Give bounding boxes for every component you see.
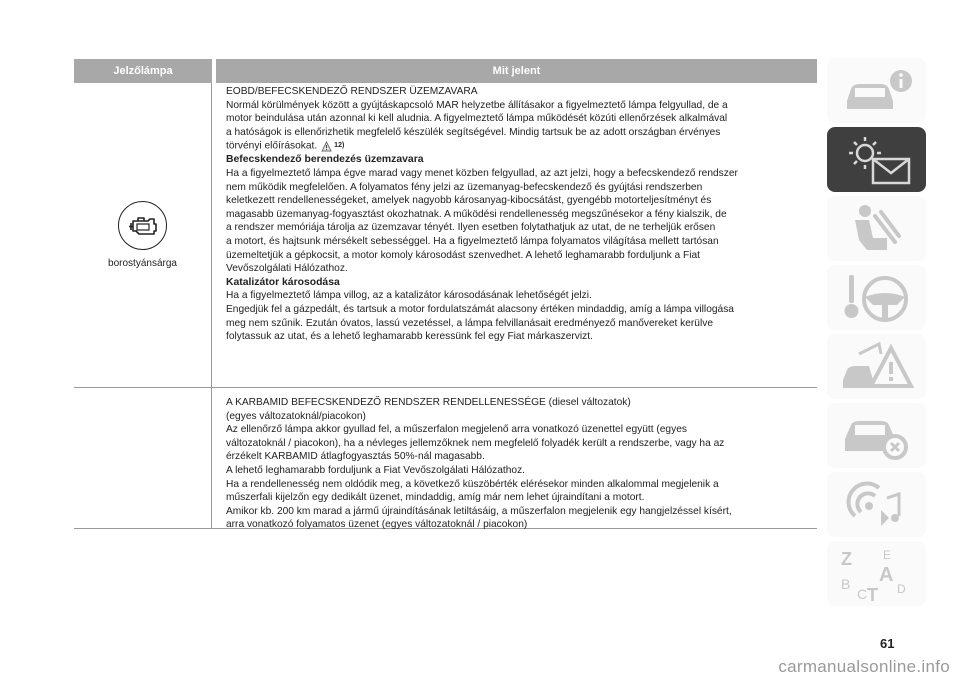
chapter-tabs <box>827 58 926 610</box>
index-letter: D <box>896 581 906 596</box>
catalyst-text: folytassuk az utat, és a lehető leghamarabb keressünk fel egy Fiat márkaszervizt. <box>226 331 593 343</box>
tab-starting-driving[interactable] <box>827 265 926 330</box>
urea-text: Ha a rendellenesség nem oldódik meg, a következő küszöbérték elérésekor minden alkalommal megjelenik a <box>226 478 719 490</box>
urea-text: (egyes változatoknál/piacokon) <box>226 410 366 422</box>
urea-text: Az ellenőrző lámpa akkor gyullad fel, a műszerfalon megjelenő arra vonatkozó üzenettel együtt (egyes <box>226 424 687 436</box>
injection-text: a motort, és hajtsunk mérsékelt sebességgel. Ha a figyelmeztető lámpa folyamatos világítása mellett tartósan <box>226 236 719 248</box>
injection-text: a rendszer memóriája tárolja az üzemzavar tényét. Ilyen esetben folytathatjuk az utat, de ne terheljük erősen <box>226 222 716 234</box>
section1-text: a hatóságok is ellenőrizhetik megfelelő készülék segítségével. Mindig tartsuk be az adott országban érvényes <box>226 126 721 138</box>
index-letter: T <box>866 584 878 603</box>
index-letter: C <box>856 585 867 602</box>
multimedia-icon <box>841 478 913 532</box>
tab-warning-lights[interactable] <box>827 127 926 192</box>
catalyst-text: meg nem szűnik. Ezután óvatos, lassú vezetéssel, a lámpa felvillanásait eredményező manővereket kerülve <box>226 317 713 329</box>
tab-maintenance[interactable] <box>827 403 926 468</box>
section1-title: EOBD/BEFECSKENDEZŐ RENDSZER ÜZEMZAVARA <box>226 86 478 97</box>
urea-title: A KARBAMID BEFECSKENDEZŐ RENDSZER RENDELLENESSÉGE (diesel változatok) <box>226 397 631 408</box>
page-number: 61 <box>880 636 895 651</box>
section1-text: Normál körülmények között a gyújtáskapcsoló MAR helyzetbe állításakor a figyelmeztető lámpa felgyullad, de a <box>226 99 728 111</box>
seat-airbag-icon <box>841 202 913 256</box>
meaning-cell-urea <box>216 388 817 531</box>
tab-multimedia[interactable] <box>827 472 926 537</box>
lamp-cell-continued <box>74 388 212 528</box>
urea-text: Amikor kb. 200 km marad a jármű újraindításának letiltásáig, a műszerfalon megjelenik egy hangjelzéssel kísért, <box>226 505 732 517</box>
header-meaning: Mit jelent <box>216 59 817 83</box>
note-number: 12) <box>334 142 345 150</box>
injection-text: Vevőszolgálati Hálózathoz. <box>226 263 348 275</box>
injection-text: magasabb üzemanyag-fogyasztást okozhatnak. A működési rendellenesség megszűnésekor a fény kialszik, de <box>226 208 727 220</box>
table-row <box>74 388 817 529</box>
warning-light-table <box>74 59 817 529</box>
urea-text: A lehető leghamarabb forduljunk a Fiat Vevőszolgálati Hálózathoz. <box>226 464 526 476</box>
section1-text <box>226 139 817 153</box>
car-service-icon <box>841 409 913 463</box>
tab-car-info[interactable] <box>827 58 926 123</box>
catalyst-text: Engedjük fel a gázpedált, és tartsuk a motor fordulatszámát alacsony értéken mindaddig, amíg a lámpa villogása <box>226 303 734 315</box>
urea-text: érzékelt KARBAMID átlagfogyasztás 50%-nál magasabb. <box>226 451 485 463</box>
header-lamp: Jelzőlámpa <box>74 59 212 83</box>
injection-text: nem működik megfelelően. A folyamatos fény jelzi az üzemanyag-befecskendező és gyújtási rendszerben <box>226 181 703 193</box>
warning-light-message-icon <box>837 133 917 187</box>
section1-last-line: törvényi előírásokat. <box>226 140 318 152</box>
index-letter: Z <box>840 548 852 569</box>
tab-safety[interactable] <box>827 196 926 261</box>
urea-text: arra vonatkozó folyamatos üzenet (egyes változatoknál / piacokon) <box>226 519 528 531</box>
subheading-catalyst: Katalizátor károsodása <box>226 276 340 288</box>
note-reference <box>321 139 344 153</box>
table-header <box>74 59 817 83</box>
meaning-cell <box>216 83 817 387</box>
section1-text: motor beindulása után azonnal ki kell aludnia. A figyelmeztető lámpa működését közúti ellenőrzések alkalmával <box>226 113 728 125</box>
injection-text: keletkezett rendellenességeket, amelyek nagyobb károsanyag-kibocsátást, gyengébb motorteljesítményt és <box>226 195 712 207</box>
tab-index[interactable] <box>827 541 926 606</box>
index-letter: A <box>878 563 893 586</box>
injection-text: üzemeltetjük a gépkocsit, a motor komoly károsodást szenvedhet. A lehető leghamarabb forduljunk a Fiat <box>226 249 700 261</box>
index-letter: B <box>840 575 850 592</box>
tab-emergency[interactable] <box>827 334 926 399</box>
subheading-injection: Befecskendező berendezés üzemzavara <box>226 154 424 166</box>
injection-text: Ha a figyelmeztető lámpa égve marad vagy menet közben felgyullad, az azt jelzi, hogy a befecskendező rendszer <box>226 168 738 180</box>
engine-check-icon <box>118 201 167 250</box>
emergency-triangle-icon <box>839 340 915 394</box>
table-row <box>74 83 817 388</box>
lamp-cell <box>74 83 212 387</box>
index-letter: E <box>882 547 891 562</box>
urea-text: változatoknál / piacokon), ha a névleges jellemzőknek nem megfelelő folyadék került a rendszerbe, vagy ha az <box>226 437 725 449</box>
urea-text: műszerfali kijelzőn egy dedikált üzenet, mindaddig, amíg már nem lehet újraindítani a motort. <box>226 492 645 504</box>
car-info-icon <box>841 65 913 117</box>
alphabetical-index-icon <box>837 545 917 603</box>
catalyst-text: Ha a figyelmeztető lámpa villog, az a katalizátor károsodásának lehetőségét jelzi. <box>226 290 592 302</box>
lamp-color-label: borostyánsárga <box>108 258 177 269</box>
key-steering-wheel-icon <box>841 271 913 325</box>
watermark: carmanualsonline.info <box>778 657 950 676</box>
warning-note-icon <box>321 141 332 152</box>
